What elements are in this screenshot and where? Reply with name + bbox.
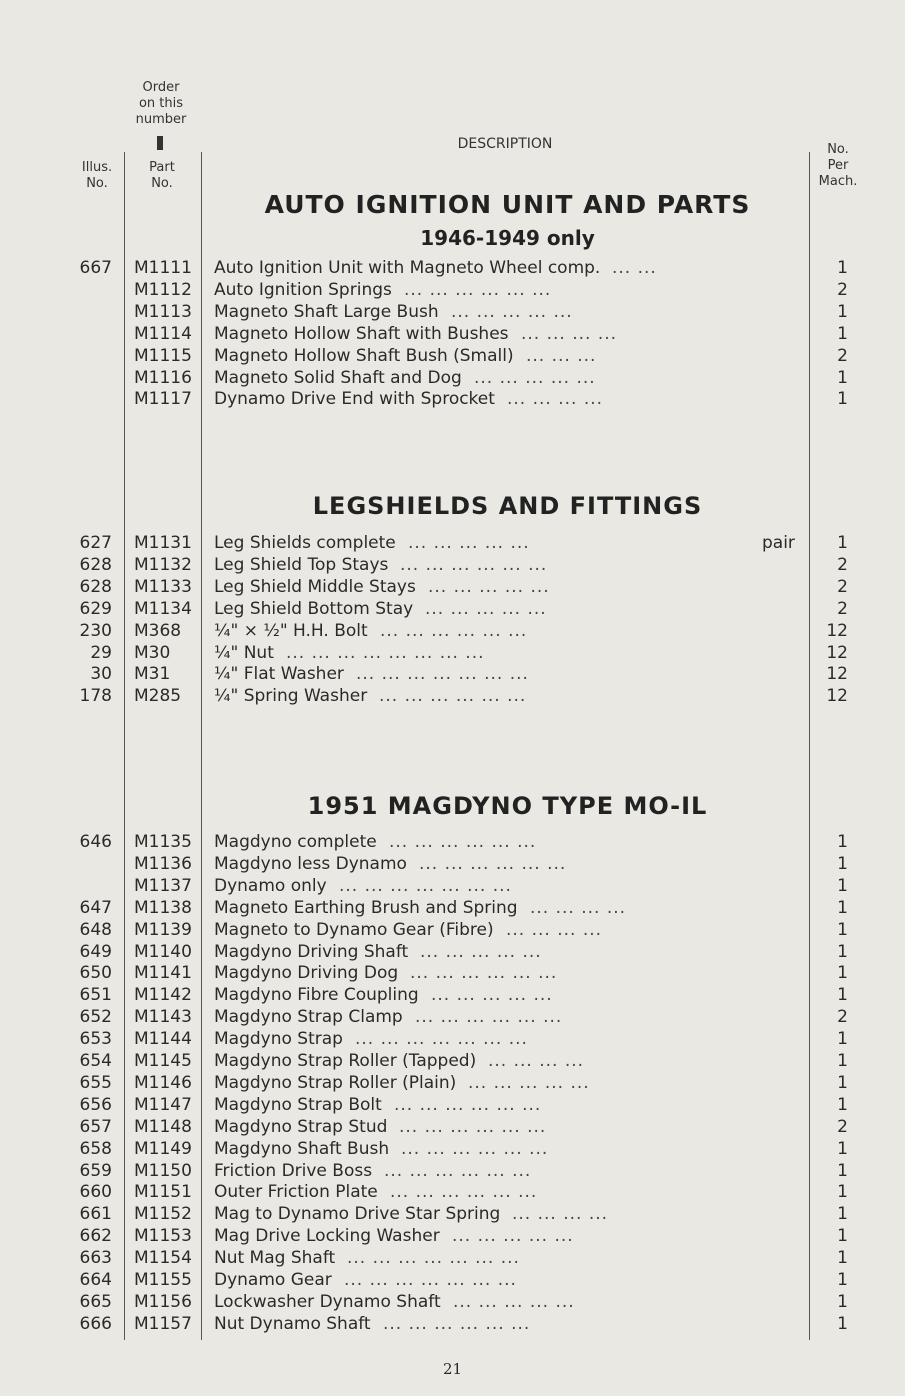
part-description: Magneto Earthing Brush and Spring [214, 897, 518, 918]
section-title-auto-ignition: AUTO IGNITION UNIT AND PARTS [264, 190, 751, 219]
part-description: Magdyno Strap [214, 1029, 343, 1050]
part-number: M1143 [134, 1007, 192, 1028]
quantity-per-machine: 2 [837, 1116, 848, 1137]
illus-number: 659 [79, 1160, 112, 1181]
dot-leader: ... ... ... ... ... [451, 301, 573, 322]
table-row [0, 279, 905, 301]
part-description: Magneto to Dynamo Gear (Fibre) [214, 919, 494, 940]
illus-number: 230 [79, 620, 112, 641]
table-row [0, 831, 905, 853]
table-row [0, 875, 905, 897]
illus-number: 661 [79, 1204, 112, 1225]
part-description: Nut Mag Shaft [214, 1248, 336, 1269]
table-row [0, 532, 905, 554]
quantity-per-machine: 2 [837, 345, 848, 366]
quantity-per-machine: 1 [837, 389, 848, 410]
illus-number: 662 [79, 1226, 112, 1247]
table-row [0, 620, 905, 642]
dot-leader: ... ... ... ... ... [428, 576, 550, 597]
part-number: M1111 [134, 258, 192, 278]
dot-leader: ... ... ... ... ... ... ... [339, 875, 512, 896]
part-number: M1155 [134, 1270, 192, 1290]
table-row [0, 1269, 905, 1291]
part-number: M31 [134, 664, 171, 685]
part-number: M1153 [134, 1226, 192, 1247]
quantity-per-machine: 1 [837, 1204, 848, 1225]
dot-leader: ... ... ... ... ... [425, 598, 547, 619]
illus-number: 666 [79, 1313, 112, 1334]
table-row [0, 345, 905, 367]
dot-leader: ... ... ... ... ... ... [379, 686, 527, 707]
table-row [0, 1225, 905, 1247]
part-description: Dynamo Drive End with Sprocket [214, 389, 495, 410]
quantity-per-machine: 1 [837, 853, 848, 874]
illus-number: 647 [79, 897, 112, 918]
part-number: M1140 [134, 941, 192, 962]
part-description: Dynamo only [214, 875, 327, 896]
dot-leader: ... ... ... ... [521, 323, 618, 344]
table-row [0, 941, 905, 963]
part-description: Magdyno Strap Roller (Plain) [214, 1072, 457, 1093]
dot-leader: ... ... ... ... [507, 389, 604, 410]
table-row [0, 323, 905, 345]
part-no-header: Part No. [149, 160, 175, 191]
dot-leader: ... ... ... ... ... [420, 941, 542, 962]
part-number: M1114 [134, 323, 192, 344]
quantity-per-machine: 1 [837, 1313, 848, 1334]
dot-leader: ... ... ... ... ... [431, 985, 553, 1006]
illus-number: 650 [79, 963, 112, 984]
dot-leader: ... ... ... ... ... [408, 533, 530, 553]
part-description: Leg Shield Top Stays [214, 554, 389, 575]
part-number: M1132 [134, 554, 192, 575]
quantity-per-machine: 1 [837, 1182, 848, 1203]
part-number: M1144 [134, 1029, 192, 1050]
part-description: Nut Dynamo Shaft [214, 1313, 371, 1334]
table-row [0, 1291, 905, 1313]
quantity-per-machine: 1 [837, 963, 848, 984]
part-description: Auto Ignition Unit with Magneto Wheel comp. [214, 258, 601, 278]
quantity-per-machine: 1 [837, 367, 848, 388]
quantity-per-machine: 1 [837, 875, 848, 896]
illus-number: 629 [79, 598, 112, 619]
order-note: Order on this number [135, 80, 187, 127]
part-number: M1142 [134, 985, 192, 1006]
dot-leader: ... ... ... ... ... ... [384, 1160, 532, 1181]
part-description: Leg Shield Middle Stays [214, 576, 416, 597]
part-number: M30 [134, 642, 171, 663]
table-row [0, 388, 905, 410]
illus-number: 655 [79, 1072, 112, 1093]
part-description: Leg Shield Bottom Stay [214, 598, 414, 619]
part-description: Outer Friction Plate [214, 1182, 378, 1203]
table-row [0, 1313, 905, 1335]
part-number: M1117 [134, 389, 192, 410]
quantity-per-machine: 1 [837, 1291, 848, 1312]
unit-label: pair [762, 533, 795, 553]
part-description: Mag to Dynamo Drive Star Spring [214, 1204, 501, 1225]
part-number: M1139 [134, 919, 192, 940]
dot-leader: ... ... ... ... ... ... [389, 832, 537, 852]
illus-number: 664 [79, 1270, 112, 1290]
illus-number: 653 [79, 1029, 112, 1050]
dot-leader: ... ... ... ... ... [453, 1291, 575, 1312]
table-row [0, 853, 905, 875]
quantity-per-machine: 2 [837, 554, 848, 575]
table-row [0, 1006, 905, 1028]
part-number: M1157 [134, 1313, 192, 1334]
section-subtitle-years: 1946-1949 only [420, 226, 595, 250]
table-row [0, 984, 905, 1006]
dot-leader: ... ... ... ... ... ... [400, 554, 548, 575]
table-row [0, 1160, 905, 1182]
part-number: M1133 [134, 576, 192, 597]
quantity-per-machine: 1 [837, 1270, 848, 1290]
table-row [0, 642, 905, 664]
part-description: Magdyno Shaft Bush [214, 1138, 390, 1159]
part-description: Magdyno Strap Bolt [214, 1094, 382, 1115]
illus-number: 627 [79, 533, 112, 553]
quantity-per-machine: 1 [837, 1226, 848, 1247]
dot-leader: ... ... ... ... ... [474, 367, 596, 388]
quantity-per-machine: 1 [837, 1248, 848, 1269]
part-number: M1149 [134, 1138, 192, 1159]
part-number: M1135 [134, 832, 192, 852]
description-header: DESCRIPTION [457, 136, 553, 152]
part-description: Magneto Hollow Shaft with Bushes [214, 323, 509, 344]
part-number: M1151 [134, 1182, 192, 1203]
quantity-per-machine: 1 [837, 897, 848, 918]
illus-number: 628 [79, 576, 112, 597]
quantity-per-machine: 12 [826, 642, 848, 663]
part-number: M1154 [134, 1248, 192, 1269]
part-description: Magdyno Driving Shaft [214, 941, 409, 962]
quantity-per-machine: 1 [837, 301, 848, 322]
part-description: Leg Shields complete [214, 533, 396, 553]
quantity-per-machine: 2 [837, 576, 848, 597]
part-number: M1141 [134, 963, 192, 984]
quantity-per-machine: 12 [826, 664, 848, 685]
part-number: M285 [134, 686, 182, 707]
part-description: ¼" Spring Washer [214, 686, 368, 707]
illus-number: 651 [79, 985, 112, 1006]
illus-number: 656 [79, 1094, 112, 1115]
illus-number: 628 [79, 554, 112, 575]
part-description: ¼" × ½" H.H. Bolt [214, 620, 368, 641]
part-description: Magdyno less Dynamo [214, 853, 407, 874]
part-description: Mag Drive Locking Washer [214, 1226, 440, 1247]
illus-number: 30 [90, 664, 112, 685]
part-description: Magneto Solid Shaft and Dog [214, 367, 462, 388]
quantity-per-machine: 2 [837, 598, 848, 619]
quantity-per-machine: 1 [837, 533, 848, 553]
illus-number: 665 [79, 1291, 112, 1312]
quantity-per-machine: 1 [837, 1029, 848, 1050]
quantity-per-machine: 1 [837, 1072, 848, 1093]
dot-leader: ... ... ... [526, 345, 597, 366]
table-row [0, 962, 905, 984]
part-description: Magdyno Fibre Coupling [214, 985, 419, 1006]
part-number: M1146 [134, 1072, 192, 1093]
dot-leader: ... ... ... ... ... ... [390, 1182, 538, 1203]
qty-header: No. Per Mach. [818, 142, 858, 189]
part-number: M1152 [134, 1204, 192, 1225]
page-number: 21 [442, 1360, 463, 1378]
table-row [0, 1072, 905, 1094]
part-number: M1147 [134, 1094, 192, 1115]
part-number: M1137 [134, 875, 192, 896]
dot-leader: ... ... ... ... ... ... [383, 1313, 531, 1334]
table-row [0, 1247, 905, 1269]
illus-number: 178 [79, 686, 112, 707]
quantity-per-machine: 1 [837, 258, 848, 278]
part-description: Magdyno Strap Roller (Tapped) [214, 1051, 477, 1071]
illus-number: 652 [79, 1007, 112, 1028]
part-number: M1134 [134, 598, 192, 619]
quantity-per-machine: 1 [837, 832, 848, 852]
table-row [0, 685, 905, 707]
part-number: M1150 [134, 1160, 192, 1181]
quantity-per-machine: 1 [837, 941, 848, 962]
section-title-magdyno: 1951 MAGDYNO TYPE MO-IL [307, 792, 708, 820]
quantity-per-machine: 12 [826, 620, 848, 641]
table-row [0, 576, 905, 598]
illus-number: 658 [79, 1138, 112, 1159]
part-description: Magdyno Strap Clamp [214, 1007, 403, 1028]
table-row [0, 1050, 905, 1072]
quantity-per-machine: 2 [837, 279, 848, 300]
quantity-per-machine: 2 [837, 1007, 848, 1028]
dot-leader: ... ... [612, 258, 657, 278]
part-description: Auto Ignition Springs [214, 279, 392, 300]
illus-number: 663 [79, 1248, 112, 1269]
illus-number: 660 [79, 1182, 112, 1203]
part-description: Magneto Shaft Large Bush [214, 301, 439, 322]
illus-number: 29 [90, 642, 112, 663]
dot-leader: ... ... ... ... ... ... [410, 963, 558, 984]
dot-leader: ... ... ... ... ... ... ... [356, 664, 529, 685]
table-row [0, 1094, 905, 1116]
part-number: M1136 [134, 853, 192, 874]
part-number: M1138 [134, 897, 192, 918]
part-number: M1112 [134, 279, 192, 300]
section-title-legshields: LEGSHIELDS AND FITTINGS [312, 492, 703, 520]
part-number: M1148 [134, 1116, 192, 1137]
table-row [0, 1116, 905, 1138]
part-number: M1131 [134, 533, 192, 553]
dot-leader: ... ... ... ... ... ... [394, 1094, 542, 1115]
table-row [0, 1138, 905, 1160]
down-arrow-icon [157, 136, 163, 150]
quantity-per-machine: 1 [837, 1138, 848, 1159]
table-row [0, 598, 905, 620]
dot-leader: ... ... ... ... ... ... [419, 853, 567, 874]
dot-leader: ... ... ... ... ... [468, 1072, 590, 1093]
table-row [0, 1028, 905, 1050]
part-description: Magdyno Driving Dog [214, 963, 399, 984]
part-description: Magdyno complete [214, 832, 377, 852]
dot-leader: ... ... ... ... [488, 1051, 585, 1071]
table-row [0, 919, 905, 941]
table-row [0, 663, 905, 685]
illus-number: 648 [79, 919, 112, 940]
dot-leader: ... ... ... ... ... ... [404, 279, 552, 300]
table-row [0, 554, 905, 576]
table-row [0, 897, 905, 919]
illus-number: 657 [79, 1116, 112, 1137]
table-row [0, 301, 905, 323]
dot-leader: ... ... ... ... ... ... [380, 620, 528, 641]
dot-leader: ... ... ... ... ... ... [401, 1138, 549, 1159]
dot-leader: ... ... ... ... ... ... ... [344, 1270, 517, 1290]
part-description: ¼" Nut [214, 642, 274, 663]
part-number: M1116 [134, 367, 192, 388]
table-row [0, 1181, 905, 1203]
quantity-per-machine: 1 [837, 323, 848, 344]
dot-leader: ... ... ... ... [530, 897, 627, 918]
illus-number: 649 [79, 941, 112, 962]
dot-leader: ... ... ... ... [512, 1204, 609, 1225]
dot-leader: ... ... ... ... ... ... ... ... [286, 642, 485, 663]
part-number: M368 [134, 620, 182, 641]
dot-leader: ... ... ... ... ... ... [399, 1116, 547, 1137]
quantity-per-machine: 1 [837, 1160, 848, 1181]
part-description: Magdyno Strap Stud [214, 1116, 388, 1137]
quantity-per-machine: 1 [837, 985, 848, 1006]
part-number: M1113 [134, 301, 192, 322]
quantity-per-machine: 1 [837, 919, 848, 940]
illus-number: 667 [79, 258, 112, 278]
dot-leader: ... ... ... ... ... ... [415, 1007, 563, 1028]
part-description: Friction Drive Boss [214, 1160, 373, 1181]
dot-leader: ... ... ... ... ... ... ... [355, 1029, 528, 1050]
quantity-per-machine: 1 [837, 1094, 848, 1115]
illus-number: 646 [79, 832, 112, 852]
part-description: Magneto Hollow Shaft Bush (Small) [214, 345, 514, 366]
part-description: Lockwasher Dynamo Shaft [214, 1291, 441, 1312]
illus-number: 654 [79, 1051, 112, 1071]
quantity-per-machine: 1 [837, 1051, 848, 1071]
illus-no-header: Illus. No. [81, 160, 113, 191]
part-number: M1115 [134, 345, 192, 366]
part-description: Dynamo Gear [214, 1270, 332, 1290]
table-row [0, 367, 905, 389]
dot-leader: ... ... ... ... [506, 919, 603, 940]
dot-leader: ... ... ... ... ... ... ... [347, 1248, 520, 1269]
table-row [0, 1203, 905, 1225]
part-number: M1156 [134, 1291, 192, 1312]
dot-leader: ... ... ... ... ... [452, 1226, 574, 1247]
table-row [0, 257, 905, 279]
part-number: M1145 [134, 1051, 192, 1071]
quantity-per-machine: 12 [826, 686, 848, 707]
part-description: ¼" Flat Washer [214, 664, 344, 685]
